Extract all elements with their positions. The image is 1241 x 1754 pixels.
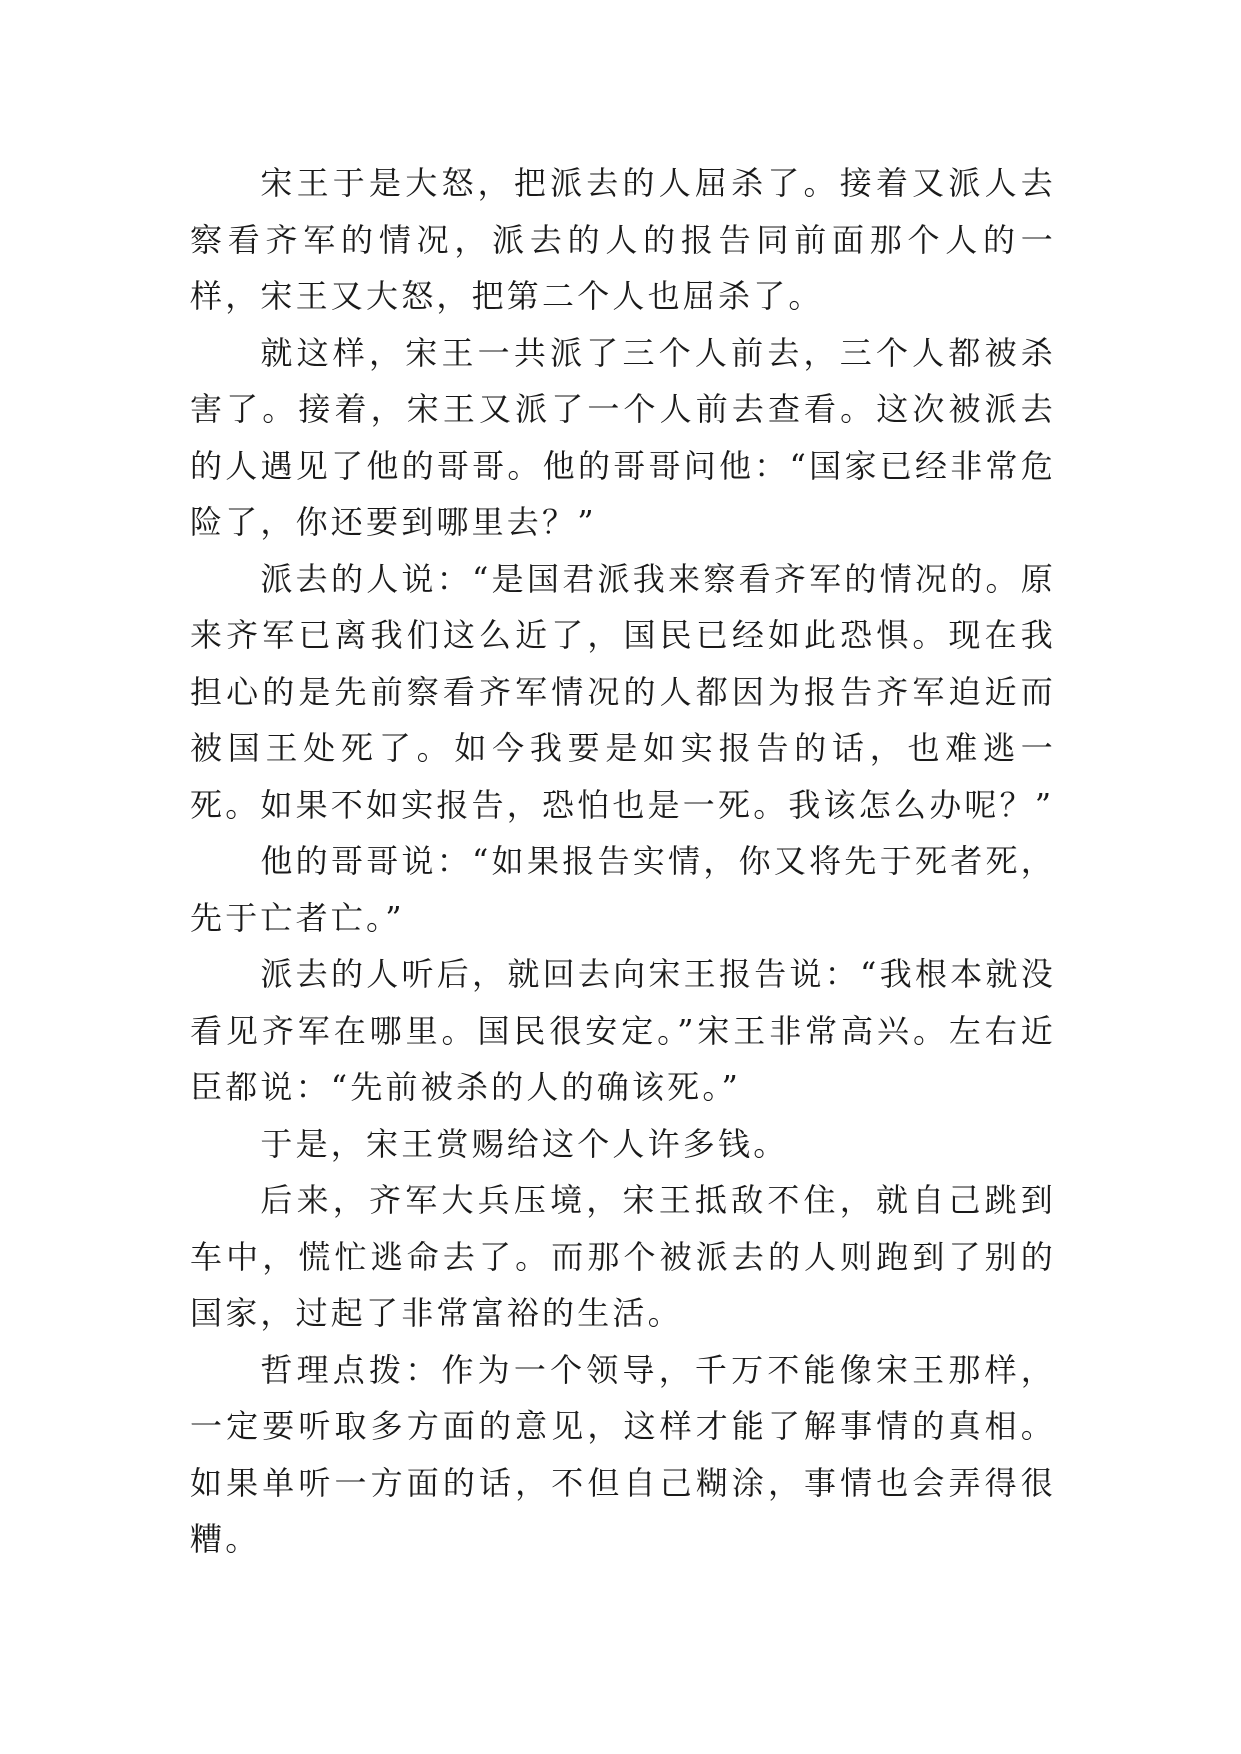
paragraph-7: 后来，齐军大兵压境，宋王抵敌不住，就自己跳到车中，慌忙逃命去了。而那个被派去的人则跑到了别的国家，过起了非常富裕的生活。 xyxy=(190,1181,1056,1332)
paragraph-6: 于是，宋王赏赐给这个人许多钱。 xyxy=(260,1124,789,1163)
paragraph-4: 他的哥哥说：“如果报告实情，你又将先于死者死，先于亡者亡。” xyxy=(190,842,1056,937)
paragraph-2: 就这样，宋王一共派了三个人前去，三个人都被杀害了。接着，宋王又派了一个人前去查看。这次被派去的人遇见了他的哥哥。他的哥哥问他：“国家已经非常危险了，你还要到哪里去？” xyxy=(190,333,1056,541)
document-body xyxy=(190,155,1056,1568)
paragraph-5: 派去的人听后，就回去向宋王报告说：“我根本就没看见齐军在哪里。国民很安定。”宋王非常高兴。左右近臣都说：“先前被杀的人的确该死。” xyxy=(190,955,1056,1106)
paragraph-8-moral: 哲理点拨：作为一个领导，千万不能像宋王那样，一定要听取多方面的意见，这样才能了解事情的真相。如果单听一方面的话，不但自己糊涂，事情也会弄得很糟。 xyxy=(190,1350,1056,1558)
paragraph-3: 派去的人说：“是国君派我来察看齐军的情况的。原来齐军已离我们这么近了，国民已经如此恐惧。现在我担心的是先前察看齐军情况的人都因为报告齐军迫近而被国王处死了。如今我要是如实报告的话，也难逃一死。如果不如实报告，恐怕也是一死。我该怎么办呢？” xyxy=(190,559,1056,824)
paragraph-1: 宋王于是大怒，把派去的人屈杀了。接着又派人去察看齐军的情况，派去的人的报告同前面那个人的一样，宋王又大怒，把第二个人也屈杀了。 xyxy=(190,164,1056,315)
